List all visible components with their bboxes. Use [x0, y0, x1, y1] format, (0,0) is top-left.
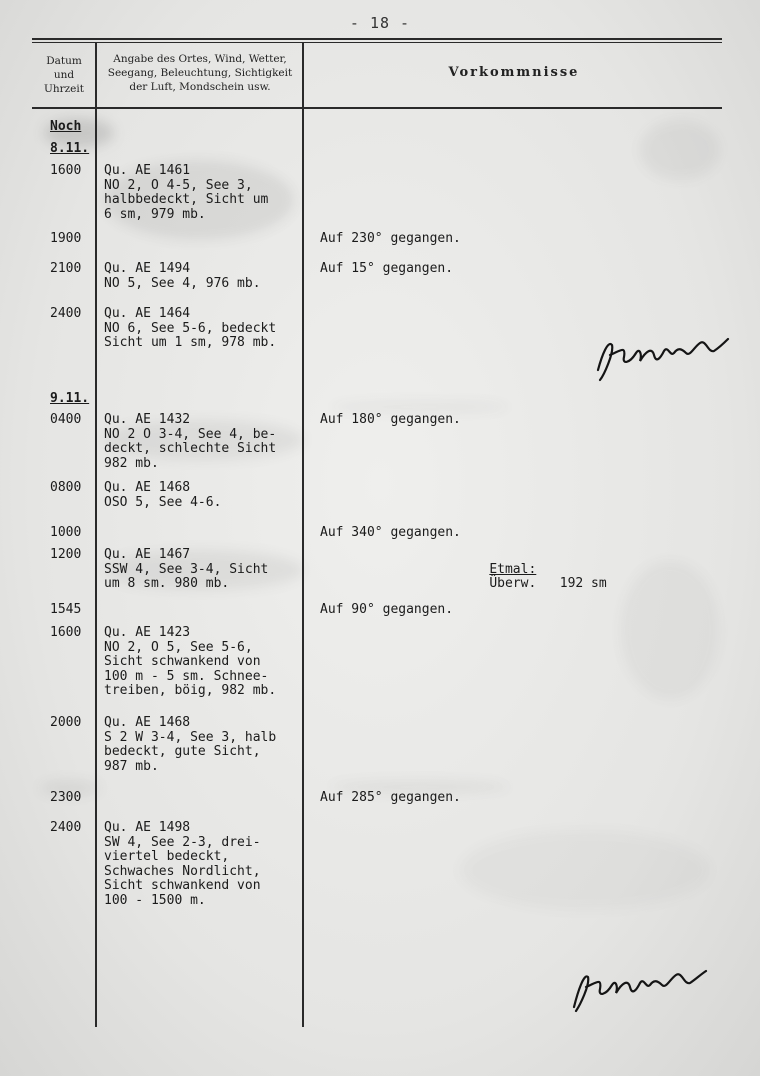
entry-time: Noch [50, 119, 82, 134]
handwritten-signature [566, 955, 716, 1015]
ink-smudge [640, 120, 720, 180]
entry-place: Qu. AE 1464 NO 6, See 5-6, bedeckt Sicht um 1 sm, 978 mb. [104, 306, 277, 350]
page-number: - 18 - [349, 14, 411, 32]
entry-time: 2300 [50, 790, 82, 805]
header-datum: Datum und Uhrzeit [44, 55, 84, 95]
entry-place: Qu. AE 1432 NO 2 O 3-4, See 4, be- deckt, schlechte Sicht 982 mb. [104, 412, 277, 471]
entry-date: 8.11. [50, 141, 90, 156]
handwritten-signature [590, 325, 740, 385]
entry-time: 2100 [50, 261, 82, 276]
entry-place: Qu. AE 1468 S 2 W 3-4, See 3, halb bedeckt, gute Sicht, 987 mb. [104, 715, 277, 774]
entry-event: Auf 340° gegangen. [320, 525, 461, 540]
entry-place: Qu. AE 1494 NO 5, See 4, 976 mb. [104, 261, 261, 291]
entry-event: Auf 15° gegangen. [320, 261, 454, 276]
entry-place: Qu. AE 1498 SW 4, See 2-3, drei- viertel bedeckt, Schwaches Nordlicht, Sicht schwankend von 100 - 1500 m. [104, 820, 261, 908]
column-divider-2 [302, 42, 304, 1027]
entry-event: Auf 230° gegangen. [320, 231, 461, 246]
entry-time: 1600 [50, 163, 82, 178]
entry-time: 1600 [50, 625, 82, 640]
top-rule [32, 38, 722, 40]
etmal-label: Etmal: [489, 561, 537, 577]
entry-time: 0800 [50, 480, 82, 495]
entry-event: Auf 285° gegangen. [320, 790, 461, 805]
entry-place: Qu. AE 1467 SSW 4, See 3-4, Sicht um 8 sm. 980 mb. [104, 547, 269, 591]
entry-place: Qu. AE 1468 OSO 5, See 4-6. [104, 480, 222, 510]
column-divider-1 [95, 42, 97, 1027]
entry-time: 2400 [50, 306, 82, 321]
entry-time: 1900 [50, 231, 82, 246]
top-rule-thin [32, 42, 722, 43]
entry-time: 1545 [50, 602, 82, 617]
header-vorkommnisse: Vorkommnisse [448, 65, 580, 80]
etmal-note [458, 548, 607, 606]
header-angabe: Angabe des Ortes, Wind, Wetter, Seegang, Beleuchtung, Sichtigkeit der Luft, Mondschein usw. [107, 53, 293, 93]
entry-time: 1200 [50, 547, 82, 562]
entry-time: 2000 [50, 715, 82, 730]
entry-event: Auf 90° gegangen. [320, 602, 454, 617]
entry-time: 2400 [50, 820, 82, 835]
ink-smudge [620, 560, 720, 700]
entry-event: Auf 180° gegangen. [320, 412, 461, 427]
header-rule [32, 107, 722, 109]
entry-time: 1000 [50, 525, 82, 540]
entry-time: 0400 [50, 412, 82, 427]
entry-date: 9.11. [50, 391, 90, 406]
entry-place: Qu. AE 1461 NO 2, O 4-5, See 3, halbbedeckt, Sicht um 6 sm, 979 mb. [104, 163, 269, 222]
entry-place: Qu. AE 1423 NO 2, O 5, See 5-6, Sicht schwankend von 100 m - 5 sm. Schnee- treiben, böig, 982 mb. [104, 625, 277, 698]
etmal-text: Überw. 192 sm [489, 576, 607, 591]
ink-smudge [460, 830, 710, 910]
